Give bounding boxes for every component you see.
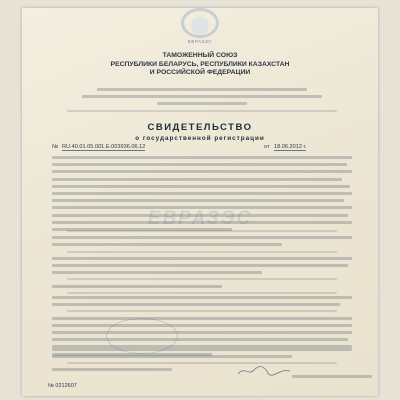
emblem-icon xyxy=(181,8,219,38)
registration-date-label: от xyxy=(264,144,270,150)
validity-placeholder xyxy=(52,348,352,369)
header-union: ТАМОЖЕННЫЙ СОЮЗ xyxy=(162,52,238,59)
official-stamp xyxy=(106,318,178,354)
certificate-sheet xyxy=(22,8,378,396)
registration-number-label: № xyxy=(52,144,59,150)
header-republics-1: РЕСПУБЛИКИ БЕЛАРУСЬ, РЕСПУБЛИКИ КАЗАХСТАН xyxy=(110,60,290,68)
emblem-label: ЕВРАЗЭС xyxy=(187,39,213,44)
header-republics-2: И РОССИЙСКОЙ ФЕДЕРАЦИИ xyxy=(149,69,251,76)
document-title-subtitle: о государственной регистрации xyxy=(135,135,265,142)
issuer-header xyxy=(22,52,378,78)
signatory-placeholder xyxy=(52,368,352,382)
issuing-authority-placeholder xyxy=(52,88,352,116)
document-title xyxy=(22,122,378,142)
registration-date: 18.06.2012 г. xyxy=(274,144,307,150)
form-number: № 0212607 xyxy=(48,383,77,389)
product-description-placeholder xyxy=(52,156,352,235)
eurasec-emblem xyxy=(177,8,223,48)
watermark: ЕВРАЗЭС xyxy=(147,208,253,229)
registration-number: RU.40.01.05.001.E.003936.06.12 xyxy=(62,144,146,150)
document-title-main: СВИДЕТЕЛЬСТВО xyxy=(147,122,253,133)
requirements-placeholder xyxy=(52,230,352,298)
